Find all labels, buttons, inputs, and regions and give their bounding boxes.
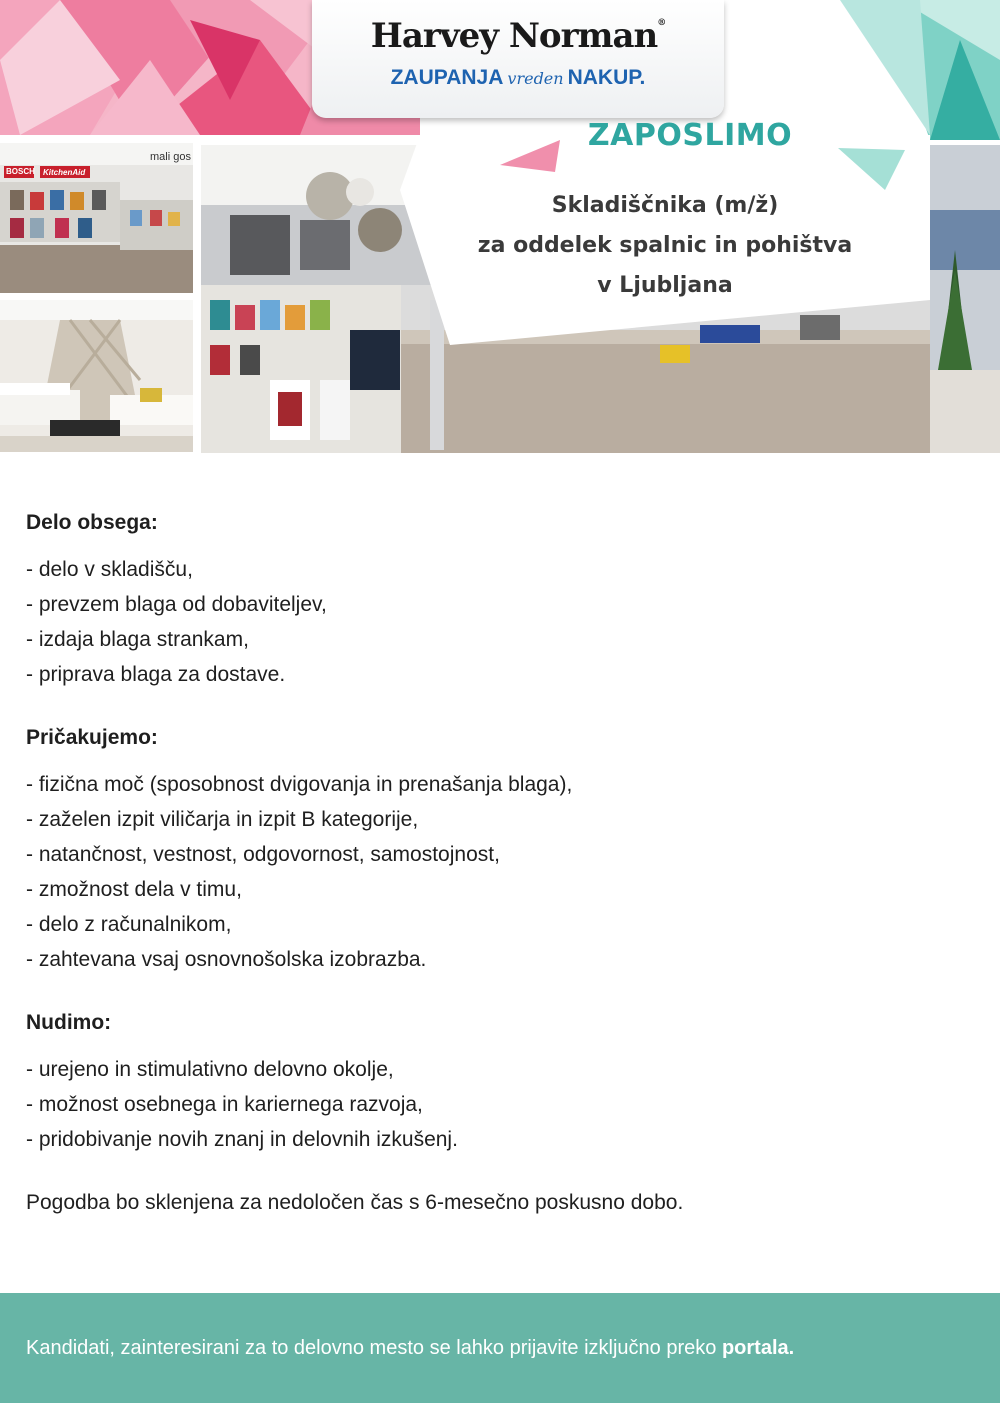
brand-slogan: ZAUPANJA vreden NAKUP. [390, 66, 646, 89]
list-item: - fizična moč (sposobnost dvigovanja in prenašanja blaga), [26, 773, 573, 796]
contract-terms: Pogodba bo sklenjena za nedoločen čas s 6-mesečno poskusno dobo. [26, 1191, 684, 1214]
sign-bosch: BOSCH [6, 167, 35, 176]
list-item: - priprava blaga za dostave. [26, 663, 286, 686]
section-offer [26, 1005, 966, 1157]
job-title-line-3: v Ljubljana [597, 273, 733, 298]
brand-name: Harvey Norman® [370, 16, 666, 56]
section-title-offer: Nudimo: [26, 1011, 112, 1034]
scope-list [26, 552, 966, 692]
list-item: - zahtevana vsaj osnovnošolska izobrazba. [26, 948, 427, 971]
list-item: - možnost osebnega in kariernega razvoja, [26, 1093, 423, 1116]
section-scope [26, 505, 966, 692]
expectations-list [26, 767, 966, 977]
list-item: - zmožnost dela v timu, [26, 878, 242, 901]
sign-kitchenaid: KitchenAid [43, 168, 86, 177]
job-title-line-2: za oddelek spalnic in pohištva [477, 233, 853, 258]
list-item: - izdaja blaga strankam, [26, 628, 249, 651]
list-item: - zaželen izpit viličarja in izpit B kategorije, [26, 808, 419, 831]
list-item: - pridobivanje novih znanj in delovnih izkušenj. [26, 1128, 458, 1151]
list-item: - delo v skladišču, [26, 558, 193, 581]
section-expectations [26, 720, 966, 977]
sign-mali-gos: mali gos [150, 151, 191, 163]
brand-logo [312, 0, 724, 118]
list-item: - urejeno in stimulativno delovno okolje, [26, 1058, 394, 1081]
section-title-scope: Delo obsega: [26, 511, 158, 534]
offer-list [26, 1052, 966, 1157]
headline-zaposlimo: ZAPOSLIMO [587, 118, 793, 153]
job-position-title [420, 186, 910, 306]
section-title-expectations: Pričakujemo: [26, 726, 158, 749]
portal-link[interactable]: portala. [721, 1337, 795, 1359]
footer-text: Kandidati, zainteresirani za to delovno mesto se lahko prijavite izključno preko [26, 1337, 722, 1359]
job-description [26, 505, 966, 1220]
job-title-line-1: Skladiščnika (m/ž) [551, 193, 779, 218]
list-item: - prevzem blaga od dobaviteljev, [26, 593, 327, 616]
list-item: - delo z računalnikom, [26, 913, 232, 936]
photo-living-room [0, 300, 193, 452]
application-footer [0, 1293, 1000, 1403]
list-item: - natančnost, vestnost, odgovornost, samostojnost, [26, 843, 500, 866]
photo-appliances-shelf [0, 143, 193, 293]
header-banner [0, 0, 1000, 455]
